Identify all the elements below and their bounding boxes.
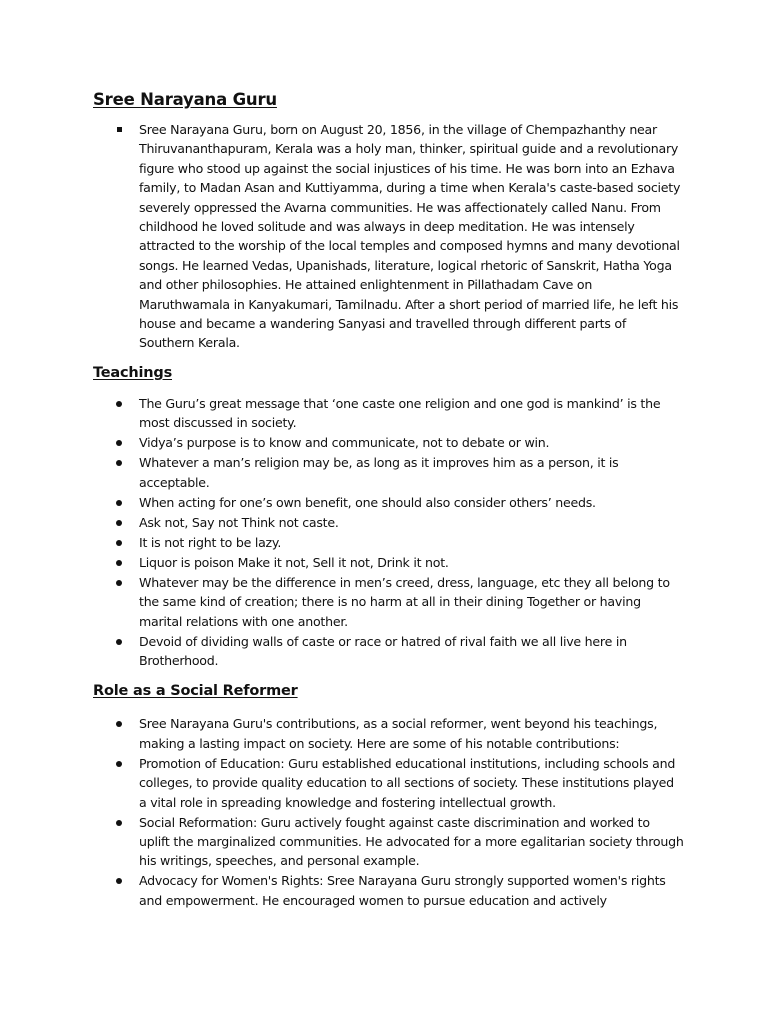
bullet-icon xyxy=(116,460,122,466)
list-item xyxy=(93,813,684,871)
bullet-icon xyxy=(116,401,122,407)
document-page xyxy=(93,88,683,911)
list-item-text: Whatever may be the difference in men’s creed, dress, language, etc they all belong to the same kind of creation; there is no harm at all in their dining Together or having marital relations with one another. xyxy=(139,574,670,629)
list-item xyxy=(93,493,684,512)
bullet-icon xyxy=(116,721,122,727)
list-item xyxy=(93,871,684,910)
bullet-icon xyxy=(116,440,122,446)
list-item xyxy=(93,433,684,452)
bullet-icon xyxy=(116,560,122,566)
bullet-icon xyxy=(116,500,122,506)
document-title: Sree Narayana Guru xyxy=(93,90,277,109)
list-item xyxy=(93,533,684,552)
list-item-text: Social Reformation: Guru actively fought against caste discrimination and worked to uplift the marginalized communities. He advocated for a more egalitarian society through his writings, speeches, and personal example. xyxy=(139,814,684,869)
bullet-icon xyxy=(116,580,122,586)
intro-text: Sree Narayana Guru, born on August 20, 1856, in the village of Chempazhanthy near Thiruvananthapuram, Kerala was a holy man, thinker, spiritual guide and a revolutionary figure who stood up against the social injustices of his time. He was born into an Ezhava family, to Madan Asan and Kuttiyamma, during a time when Kerala's caste-based society severely oppressed the Avarna communities. He was affectionately called Nanu. From childhood he loved solitude and was always in deep meditation. He was intensely attracted to the worship of the local temples and composed hymns and many devotional songs. He learned Vedas, Upanishads, literature, logical rhetoric of Sanskrit, Hatha Yoga and other philosophies. He attained enlightenment in Pillathadam Cave on Maruthwamala in Kanyakumari, Tamilnadu. After a short period of married life, he left his house and became a wandering Sanyasi and travelled through different parts of Southern Kerala. xyxy=(139,122,681,351)
square-bullet-icon xyxy=(117,127,122,132)
reformer-list xyxy=(93,714,683,910)
list-item xyxy=(93,754,684,812)
list-item xyxy=(93,714,684,753)
list-item xyxy=(93,573,684,631)
list-item-text: Vidya’s purpose is to know and communicate, not to debate or win. xyxy=(139,435,550,451)
teachings-heading: Teachings xyxy=(93,364,173,381)
list-item-text: Ask not, Say not Think not caste. xyxy=(139,514,339,530)
list-item-text: It is not right to be lazy. xyxy=(139,534,282,550)
list-item-text: The Guru’s great message that ‘one caste one religion and one god is mankind’ is the most discussed in society. xyxy=(139,395,661,431)
list-item xyxy=(93,394,684,433)
bullet-icon xyxy=(116,639,122,645)
bullet-icon xyxy=(116,820,122,826)
list-item-text: Liquor is poison Make it not, Sell it not, Drink it not. xyxy=(139,554,449,570)
teachings-list xyxy=(93,394,683,670)
list-item xyxy=(93,553,684,572)
list-item-text: Promotion of Education: Guru established educational institutions, including schools and colleges, to provide quality education to all sections of society. These institutions played a vital role in spreading knowledge and fostering intellectual growth. xyxy=(139,755,676,810)
list-item-text: Devoid of dividing walls of caste or race or hatred of rival faith we all live here in Brotherhood. xyxy=(139,633,627,668)
bullet-icon xyxy=(116,520,122,526)
list-item xyxy=(93,453,684,492)
list-item-text: Sree Narayana Guru's contributions, as a social reformer, went beyond his teachings, making a lasting impact on society. Here are some of his notable contributions: xyxy=(139,716,658,751)
intro-paragraph xyxy=(93,120,684,353)
bullet-icon xyxy=(116,761,122,767)
intro-list xyxy=(93,120,683,353)
list-item-text: Whatever a man’s religion may be, as long as it improves him as a person, it is acceptable. xyxy=(139,455,619,490)
reformer-heading: Role as a Social Reformer xyxy=(93,683,298,700)
bullet-icon xyxy=(116,540,122,546)
list-item xyxy=(93,513,684,532)
list-item xyxy=(93,632,684,671)
list-item-text: When acting for one’s own benefit, one should also consider others’ needs. xyxy=(139,494,596,510)
list-item-text: Advocacy for Women's Rights: Sree Narayana Guru strongly supported women's rights and empowerment. He encouraged women to pursue education and actively xyxy=(139,873,666,908)
bullet-icon xyxy=(116,878,122,884)
